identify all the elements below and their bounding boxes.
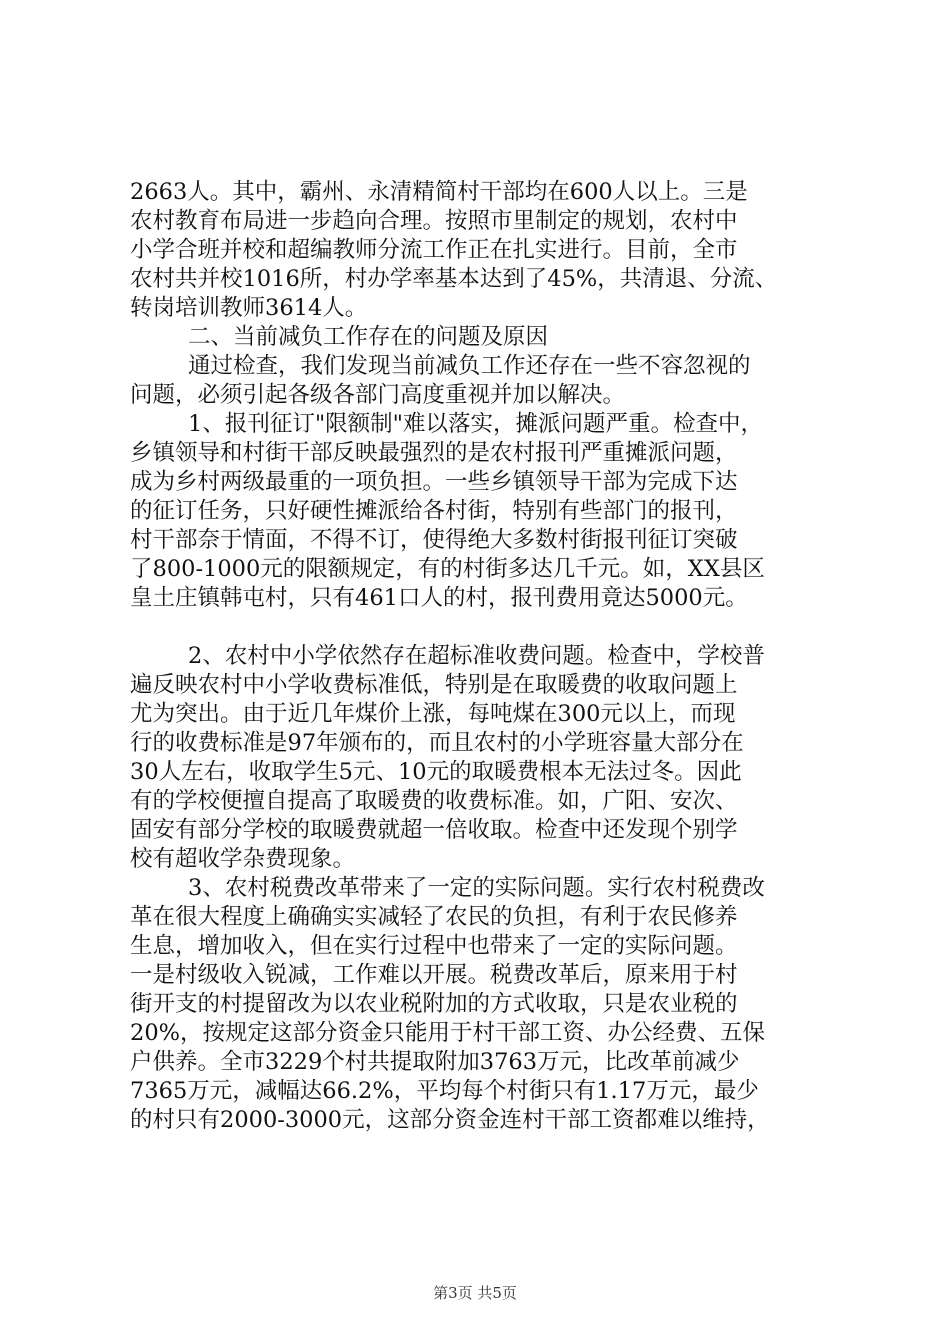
text-line: 革在很大程度上确确实实减轻了农民的负担，有利于农民修养 (130, 904, 738, 930)
paragraph-first-line: 2、农村中小学依然存在超标准收费问题。检查中，学校普 (188, 643, 765, 669)
paragraph-first-line: 1、报刊征订"限额制"难以落实，摊派问题严重。检查中， (188, 411, 764, 437)
text-line: 2663人。其中，霸州、永清精简村干部均在600人以上。三是 (130, 179, 748, 205)
text-line: 村干部奈于情面，不得不订，使得绝大多数村街报刊征订突破 (130, 527, 738, 553)
text-line: 成为乡村两级最重的一项负担。一些乡镇领导干部为完成下达 (130, 469, 738, 495)
text-line: 尤为突出。由于近几年煤价上涨，每吨煤在300元以上，而现 (130, 701, 736, 727)
text-line: 30人左右，收取学生5元、10元的取暖费根本无法过冬。因此 (130, 759, 742, 785)
text-line: 7365万元，减幅达66.2%，平均每个村街只有1.17万元，最少 (130, 1078, 759, 1104)
text-line: 了800-1000元的限额规定，有的村街多达几千元。如，XX县区 (130, 556, 765, 582)
text-line: 的征订任务，只好硬性摊派给各村街，特别有些部门的报刊， (130, 498, 738, 524)
blank-line (130, 613, 830, 642)
document-body (130, 178, 830, 1135)
page-number-label: 第3页 共5页 (433, 1284, 517, 1302)
text-line: 农村教育布局进一步趋向合理。按照市里制定的规划，农村中 (130, 208, 738, 234)
text-line: 问题，必须引起各级各部门高度重视并加以解决。 (130, 382, 626, 408)
paragraph-first-line: 3、农村税费改革带来了一定的实际问题。实行农村税费改 (188, 875, 765, 901)
section-heading: 二、当前减负工作存在的问题及原因 (188, 324, 549, 350)
text-line: 生息，增加收入，但在实行过程中也带来了一定的实际问题。 (130, 933, 738, 959)
text-line: 转岗培训教师3614人。 (130, 295, 368, 321)
text-line: 皇土庄镇韩屯村，只有461口人的村，报刊费用竟达5000元。 (130, 585, 748, 611)
text-line: 固安有部分学校的取暖费就超一倍收取。检查中还发现个别学 (130, 817, 738, 843)
paragraph-first-line: 通过检查，我们发现当前减负工作还存在一些不容忽视的 (188, 353, 751, 379)
text-line: 有的学校便擅自提高了取暖费的收费标准。如，广阳、安次、 (130, 788, 738, 814)
text-line: 街开支的村提留改为以农业税附加的方式收取，只是农业税的 (130, 991, 738, 1017)
text-line: 小学合班并校和超编教师分流工作正在扎实进行。目前，全市 (130, 237, 738, 263)
text-line: 遍反映农村中小学收费标准低，特别是在取暖费的收取问题上 (130, 672, 738, 698)
text-line: 农村共并校1016所，村办学率基本达到了45%，共清退、分流、 (130, 266, 778, 292)
text-line: 校有超收学杂费现象。 (130, 846, 356, 872)
text-line: 户供养。全市3229个村共提取附加3763万元，比改革前减少 (130, 1049, 740, 1075)
text-line: 一是村级收入锐减，工作难以开展。税费改革后，原来用于村 (130, 962, 738, 988)
text-line: 20%，按规定这部分资金只能用于村干部工资、办公经费、五保 (130, 1020, 766, 1046)
text-line: 的村只有2000-3000元，这部分资金连村干部工资都难以维持， (130, 1107, 770, 1133)
page-footer (0, 1282, 950, 1303)
text-line: 乡镇领导和村街干部反映最强烈的是农村报刊严重摊派问题， (130, 440, 738, 466)
text-line: 行的收费标准是97年颁布的，而且农村的小学班容量大部分在 (130, 730, 744, 756)
